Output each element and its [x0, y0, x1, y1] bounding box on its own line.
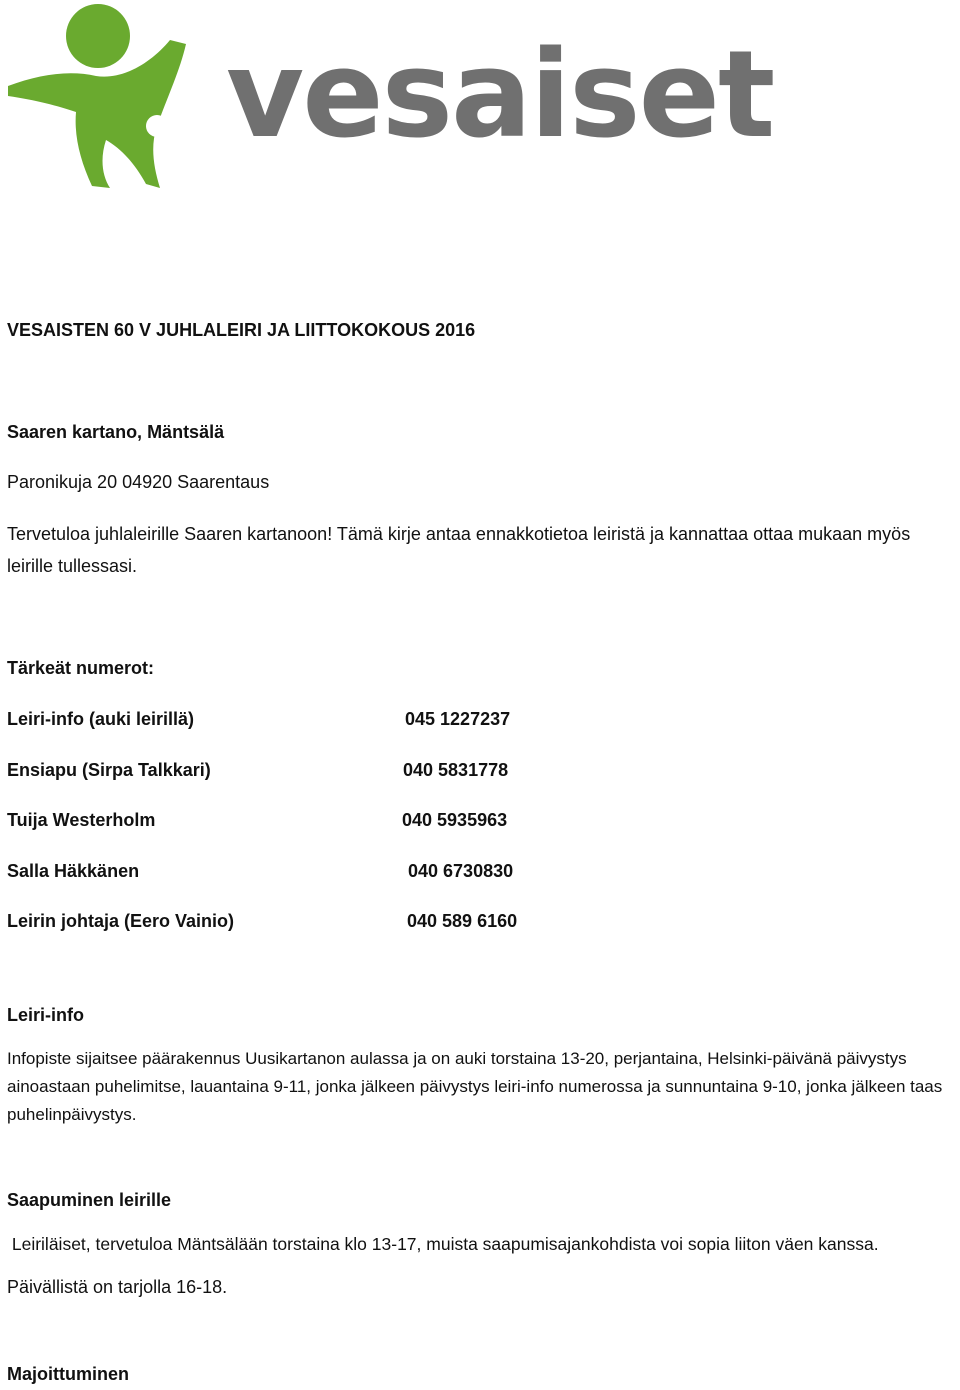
vesaiset-logo	[0, 0, 774, 200]
info-heading: Leiri-info	[7, 1005, 84, 1025]
contact-number: 040 589 6160	[407, 911, 518, 931]
document-title: VESAISTEN 60 V JUHLALEIRI JA LIITTOKOKOUS 2016	[7, 320, 476, 340]
lodging-heading: Majoittuminen	[7, 1364, 129, 1384]
venue-address: Paronikuja 20 04920 Saarentaus	[7, 472, 270, 492]
contact-name: Leiri-info (auki leirillä)	[7, 709, 195, 729]
contact-number: 040 5831778	[403, 760, 509, 780]
venue-name: Saaren kartano, Mäntsälä	[7, 422, 225, 442]
contact-number: 045 1227237	[405, 709, 511, 729]
contact-number: 040 5935963	[402, 810, 508, 830]
contact-name: Leirin johtaja (Eero Vainio)	[7, 911, 235, 931]
contact-name: Ensiapu (Sirpa Talkkari)	[7, 760, 211, 780]
arrival-paragraph: Leiriläiset, tervetuloa Mäntsälään torstaina klo 13-17, muista saapumisajankohdista voi sopia liiton väen kanssa.	[7, 1234, 879, 1254]
info-paragraph: Infopiste sijaitsee päärakennus Uusikartanon aulassa ja on auki torstaina 13-20, perjantaina, Helsinki-päivänä päivystys ainoastaan puhelimitse, lauantaina 9-11, jonka jälkeen päivystys leiri-info numerossa ja sunnuntaina 9-10, jonka jälkeen taas puhelinpäivystys.	[7, 1049, 943, 1124]
dinner-paragraph: Päivällistä on tarjolla 16-18.	[7, 1277, 228, 1297]
contacts-heading: Tärkeät numerot:	[7, 658, 155, 678]
arrival-heading: Saapuminen leirille	[7, 1190, 172, 1210]
jumping-figure-logo-icon	[0, 0, 230, 200]
contact-name: Tuija Westerholm	[7, 810, 156, 830]
contact-name: Salla Häkkänen	[7, 861, 140, 881]
contact-number: 040 6730830	[408, 861, 514, 881]
logo-wordmark: vesaiset	[226, 26, 774, 165]
welcome-paragraph: Tervetuloa juhlaleirille Saaren kartanoon! Tämä kirje antaa ennakkotietoa leiristä ja kannattaa ottaa mukaan myös leirille tullessasi.	[7, 524, 911, 576]
